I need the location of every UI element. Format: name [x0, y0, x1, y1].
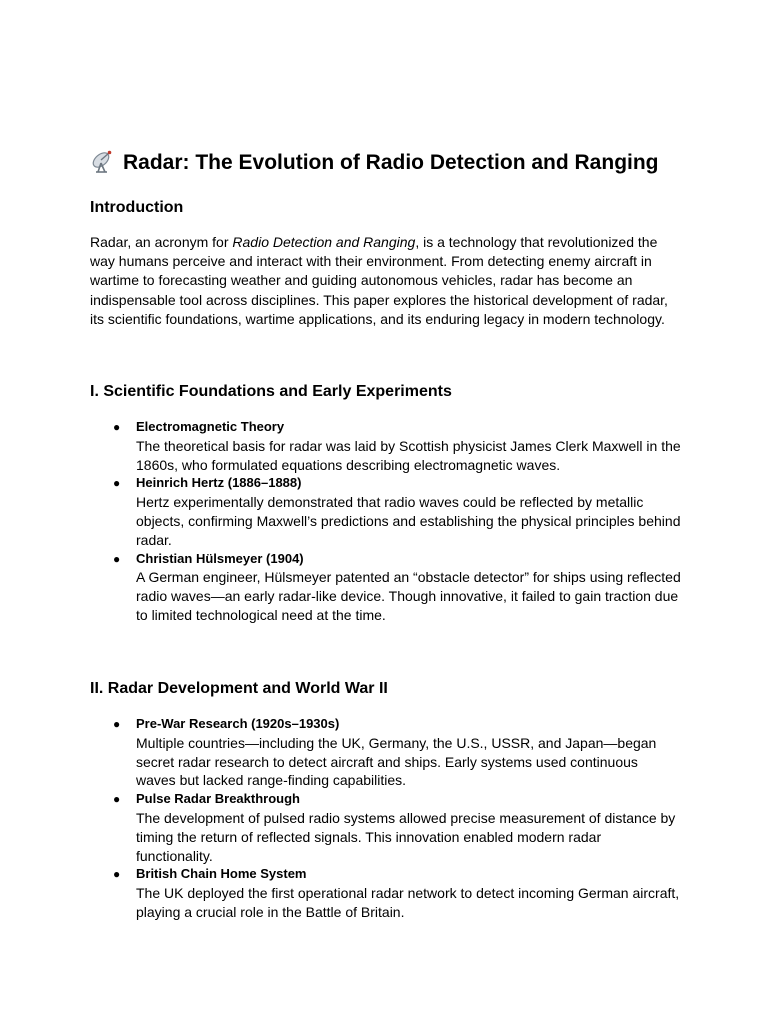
list-item [90, 550, 690, 625]
page-title [90, 148, 659, 178]
page-title-text: Radar: The Evolution of Radio Detection and Ranging [123, 151, 659, 174]
intro-heading: Introduction [90, 199, 184, 216]
item-description: The UK deployed the first operational radar network to detect incoming German aircraft, playing a crucial role in the Battle of Britain. [136, 885, 680, 920]
bullet: ● [113, 792, 121, 807]
list-item [90, 865, 690, 921]
section2-heading: II. Radar Development and World War II [90, 680, 388, 697]
item-title: Heinrich Hertz (1886–1888) [136, 475, 302, 491]
item-title: Pulse Radar Breakthrough [136, 791, 300, 807]
bullet: ● [113, 476, 121, 491]
section1-list [90, 418, 690, 625]
item-description: The theoretical basis for radar was laid by Scottish physicist James Clerk Maxwell in the 1860s, who formulated equations describing electromagnetic waves. [136, 437, 681, 473]
list-item [90, 715, 690, 790]
bullet: ● [113, 717, 121, 731]
item-title: Christian Hülsmeyer (1904) [136, 550, 304, 566]
item-title: Pre-War Research (1920s–1930s) [136, 716, 340, 731]
item-title: Electromagnetic Theory [136, 419, 285, 434]
section1-heading: I. Scientific Foundations and Early Experiments [90, 383, 452, 400]
intro-paragraph: Radar, an acronym for Radio Detection and Ranging, is a technology that revolutionized the way humans perceive and interact with their environment. From detecting enemy aircraft in wartime to forecasting weather and guiding autonomous vehicles, radar has become an indispensable tool across disciplines. This paper explores the historical development of radar, its scientific foundations, wartime applications, and its enduring legacy in modern technology. [90, 234, 668, 327]
bullet: ● [113, 551, 121, 566]
satellite-antenna-icon [90, 148, 116, 174]
bullet: ● [113, 420, 121, 434]
item-description: Multiple countries—including the UK, Germany, the U.S., USSR, and Japan—began secret radar research to detect aircraft and ships. Early systems used continuous waves but lacked range-finding capabilities. [136, 734, 657, 789]
list-item [90, 418, 690, 474]
list-item [90, 474, 690, 549]
item-description: The development of pulsed radio systems allowed precise measurement of distance by timing the return of reflected signals. This innovation enabled modern radar functionality. [136, 809, 676, 864]
item-title: British Chain Home System [136, 866, 307, 882]
list-item [90, 790, 690, 865]
item-description: Hertz experimentally demonstrated that radio waves could be reflected by metallic objects, confirming Maxwell’s predictions and establishing the physical principles behind radar. [136, 494, 681, 548]
item-description: A German engineer, Hülsmeyer patented an “obstacle detector” for ships using reflected radio waves—an early radar-like device. Though innovative, it failed to gain traction due to limited technological need at the time. [136, 569, 681, 623]
section2-list [90, 715, 690, 922]
bullet: ● [113, 867, 121, 882]
